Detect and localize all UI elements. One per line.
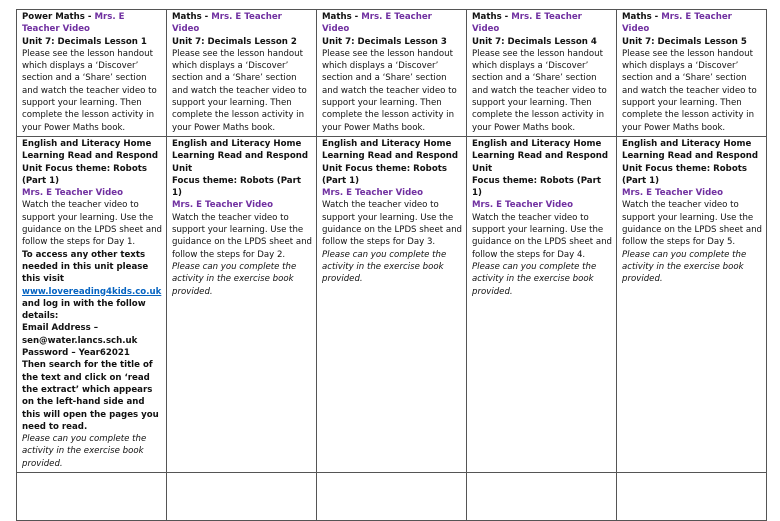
empty-cell-2: [167, 472, 317, 520]
maths-cell-3: [317, 10, 467, 137]
focus-theme: Focus theme: Robots (Part 1): [172, 175, 301, 199]
english-cell-2: [167, 136, 317, 472]
access-text: To access any other texts needed in this unit please this visit: [22, 249, 149, 285]
empty-cell-5: [617, 472, 767, 520]
empty-cell-3: [317, 472, 467, 520]
teacher-video-link[interactable]: Mrs. E Teacher Video: [22, 188, 123, 199]
lesson-title: Unit 7: Decimals Lesson 3: [322, 36, 447, 47]
maths-subject: Power Maths -: [22, 12, 95, 22]
login-text: and log in with the follow details:: [22, 298, 146, 322]
english-instructions: Watch the teacher video to support your learning. Use the guidance on the LPDS sheet and follow the steps for Day 5.: [622, 200, 763, 248]
exercise-note: Please can you complete the activity in the exercise book provided.: [622, 249, 747, 285]
lesson-title: Unit 7: Decimals Lesson 2: [172, 36, 297, 47]
lesson-title: Unit 7: Decimals Lesson 4: [472, 36, 597, 47]
english-row: [17, 136, 767, 472]
maths-cell-4: [467, 10, 617, 137]
english-instructions: Watch the teacher video to support your learning. Use the guidance on the LPDS sheet and follow the steps for Day 1.: [22, 200, 163, 248]
empty-cell-1: [17, 472, 167, 520]
teacher-video-link[interactable]: Mrs. E Teacher Video: [322, 188, 423, 199]
teacher-video-link[interactable]: Mrs. E Teacher Video: [472, 200, 573, 211]
teacher-video-link[interactable]: Mrs. E Teacher Video: [622, 188, 723, 199]
maths-subject: Maths -: [622, 12, 662, 22]
maths-row: [17, 10, 767, 137]
lesson-title: Unit 7: Decimals Lesson 5: [622, 36, 747, 47]
english-heading: English and Literacy Home Learning Read and Respond Unit Focus theme: Robots (Part 1): [22, 138, 159, 186]
email-label: Email Address –: [22, 323, 99, 334]
maths-subject: Maths -: [472, 12, 512, 22]
english-heading: English and Literacy Home Learning Read and Respond Unit Focus theme: Robots (Part 1): [322, 138, 459, 186]
timetable-grid: [16, 9, 767, 521]
teacher-video-link[interactable]: Mrs. E Teacher Video: [472, 12, 582, 35]
lesson-instructions: Please see the lesson handout which displays a ‘Discover’ section and a ‘Share’ section and watch the teacher video to support your learning. Then complete the lesson activity in your Power Maths book.: [322, 48, 457, 133]
exercise-note: Please can you complete the activity in the exercise book provided.: [472, 261, 597, 297]
teacher-video-link[interactable]: Mrs. E Teacher Video: [22, 12, 125, 35]
lesson-instructions: Please see the lesson handout which displays a ‘Discover’ section and a ‘Share’ section and watch the teacher video to support your learning. Then complete the lesson activity in your Power Maths book.: [622, 48, 757, 133]
teacher-video-link[interactable]: Mrs. E Teacher Video: [622, 12, 732, 35]
empty-row: [17, 472, 767, 520]
english-instructions: Watch the teacher video to support your learning. Use the guidance on the LPDS sheet and follow the steps for Day 2.: [172, 212, 313, 260]
maths-cell-2: [167, 10, 317, 137]
password-text: Password – Year62021: [22, 348, 130, 359]
exercise-note: Please can you complete the activity in the exercise book provided.: [322, 249, 447, 285]
lesson-instructions: Please see the lesson handout which displays a ‘Discover’ section and a ‘Share’ section and watch the teacher video to support your learning. Then complete the lesson activity in your Power Maths book.: [22, 48, 157, 133]
teacher-video-link[interactable]: Mrs. E Teacher Video: [172, 200, 273, 211]
empty-cell-4: [467, 472, 617, 520]
lesson-instructions: Please see the lesson handout which displays a ‘Discover’ section and a ‘Share’ section and watch the teacher video to support your learning. Then complete the lesson activity in your Power Maths book.: [472, 48, 607, 133]
english-instructions: Watch the teacher video to support your learning. Use the guidance on the LPDS sheet and follow the steps for Day 3.: [322, 200, 463, 248]
lesson-title: Unit 7: Decimals Lesson 1: [22, 36, 147, 47]
lesson-instructions: Please see the lesson handout which displays a ‘Discover’ section and a ‘Share’ section and watch the teacher video to support your learning. Then complete the lesson activity in your Power Maths book.: [172, 48, 307, 133]
english-cell-1: [17, 136, 167, 472]
maths-subject: Maths -: [172, 12, 212, 22]
exercise-note: Please can you complete the activity in the exercise book provided.: [172, 261, 297, 297]
english-heading: English and Literacy Home Learning Read and Respond Unit Focus theme: Robots (Part 1): [622, 138, 759, 186]
english-cell-3: [317, 136, 467, 472]
maths-subject: Maths -: [322, 12, 362, 22]
maths-cell-5: [617, 10, 767, 137]
english-cell-4: [467, 136, 617, 472]
teacher-video-link[interactable]: Mrs. E Teacher Video: [172, 12, 282, 35]
maths-cell-1: [17, 10, 167, 137]
english-heading: English and Literacy Home Learning Read and Respond Unit: [172, 138, 309, 174]
english-cell-5: [617, 136, 767, 472]
search-instructions: Then search for the title of the text and click on ‘read the extract’ which appears on the left-hand side and this will open the pages you need to read.: [22, 360, 159, 432]
english-instructions: Watch the teacher video to support your learning. Use the guidance on the LPDS sheet and follow the steps for Day 4.: [472, 212, 613, 260]
lovereading-link[interactable]: www.lovereading4kids.co.uk: [22, 286, 162, 297]
focus-theme: Focus theme: Robots (Part 1): [472, 175, 601, 199]
english-heading: English and Literacy Home Learning Read and Respond Unit: [472, 138, 609, 174]
email-address: sen@water.lancs.sch.uk: [22, 335, 138, 346]
exercise-note: Please can you complete the activity in the exercise book provided.: [22, 434, 147, 469]
teacher-video-link[interactable]: Mrs. E Teacher Video: [322, 12, 432, 35]
